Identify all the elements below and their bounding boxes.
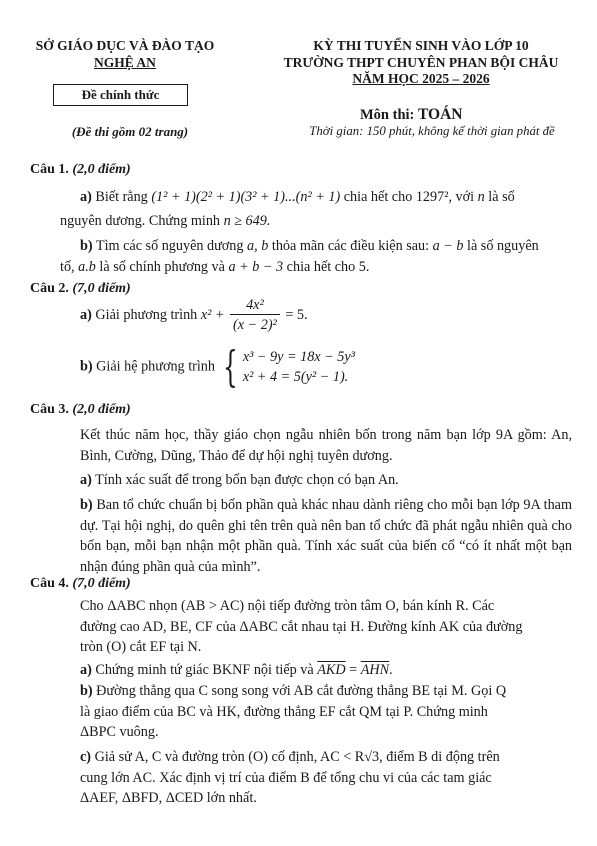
subject-line: [360, 106, 463, 124]
subject-name: TOÁN: [418, 106, 463, 123]
equation-system: { x³ − 9y = 18x − 5y³ x² + 4 = 5(y² − 1).: [222, 342, 355, 391]
department-block: [20, 38, 230, 71]
arc-angle-ahn: $\overline{AHN}$: [360, 662, 390, 678]
time-note: Thời gian: 150 phút, không kể thời gian phát đề: [309, 124, 555, 138]
school-name: TRƯỜNG THPT CHUYÊN PHAN BỘI CHÂU: [283, 54, 559, 70]
official-exam-badge: Đề chính thức: [53, 84, 188, 106]
question-2-title: Câu 2. (7,0 điểm): [30, 281, 131, 296]
question-4a: a) Chứng minh tứ giác BKNF nội tiếp và $\overline{AKD} = \overline{AHN}$.: [80, 662, 393, 678]
question-4c: c) Giả sử A, C và đường tròn (O) cố định, AC < R√3, điểm B di động trên cung lớn AC. Xác định vị trí của điểm B để tổng chu vi của các tam giác ΔAEF, ΔBFD, ΔCED lớn nhất.: [80, 749, 500, 806]
department-name: SỞ GIÁO DỤC VÀ ĐÀO TẠO: [35, 38, 215, 53]
question-1a: a) Biết rằng (1² + 1)(2² + 1)(3² + 1)...(n² + 1) chia hết cho 1297², với n là số nguyên dương. Chứng minh n ≥ 649.: [60, 189, 515, 229]
exam-title-block: [262, 38, 580, 88]
subject-label: Môn thi:: [360, 107, 415, 123]
fraction: $\frac{\text{4x²}}{\text{(x − 2)²}}$: [230, 296, 280, 335]
question-4b: b) Đường thẳng qua C song song với AB cắt đường thẳng BE tại M. Gọi Q là giao điểm của BC và HK, đường thẳng EF cắt QM tại P. Chứng minh ΔBPC vuông.: [80, 683, 507, 740]
question-4-intro: Cho ΔABC nhọn (AB > AC) nội tiếp đường tròn tâm O, bán kính R. Các đường cao AD, BE, CF của ΔABC cắt nhau tại H. Đường kính AK của đường tròn (O) cắt EF tại N.: [80, 598, 523, 655]
question-2b: b) Giải hệ phương trình { x³ − 9y = 18x − 5y³ x² + 4 = 5(y² − 1).: [80, 342, 355, 391]
school-year: NĂM HỌC 2025 – 2026: [352, 71, 490, 86]
province-name: NGHỆ AN: [94, 54, 156, 70]
question-3b: b) Ban tổ chức chuẩn bị bốn phần quà khác nhau dành riêng cho mỗi bạn lớp 9A tham dự. Tại hội nghị, do quên ghi tên trên quà nên ban tổ chức đã phát ngẫu nhiên quà cho bốn bạn, mỗi bạn nhận một phần quà. Tính xác suất của biến cố “có ít nhất một bạn nhận đúng phần quà của mình”.: [80, 497, 572, 575]
question-3-title: Câu 3. (2,0 điểm): [30, 402, 131, 417]
question-4-title: Câu 4. (7,0 điểm): [30, 576, 131, 591]
arc-angle-akd: $\overline{AKD}$: [317, 662, 346, 678]
question-3-intro: Kết thúc năm học, thầy giáo chọn ngẫu nhiên bốn trong năm bạn lớp 9A gồm: An, Bình, Cường, Dũng, Thảo để dự hội nghị tuyên dương.: [80, 427, 572, 464]
question-1b: b) Tìm các số nguyên dương a, b thỏa mãn các điều kiện sau: a − b là số nguyên tố, a.b là số chính phương và a + b − 3 chia hết cho 5.: [60, 238, 539, 275]
exam-title: KỲ THI TUYỂN SINH VÀO LỚP 10: [313, 38, 529, 53]
left-brace-icon: {: [222, 342, 238, 391]
question-2a: a) Giải phương trình x² + $\frac{\text{4x²}}{\text{(x − 2)²}}$ = 5.: [80, 297, 308, 333]
question-1-title: Câu 1. (2,0 điểm): [30, 162, 131, 177]
pages-note: (Đề thi gồm 02 trang): [71, 124, 189, 139]
question-3a: a) Tính xác suất để trong bốn bạn được chọn có bạn An.: [80, 472, 399, 488]
